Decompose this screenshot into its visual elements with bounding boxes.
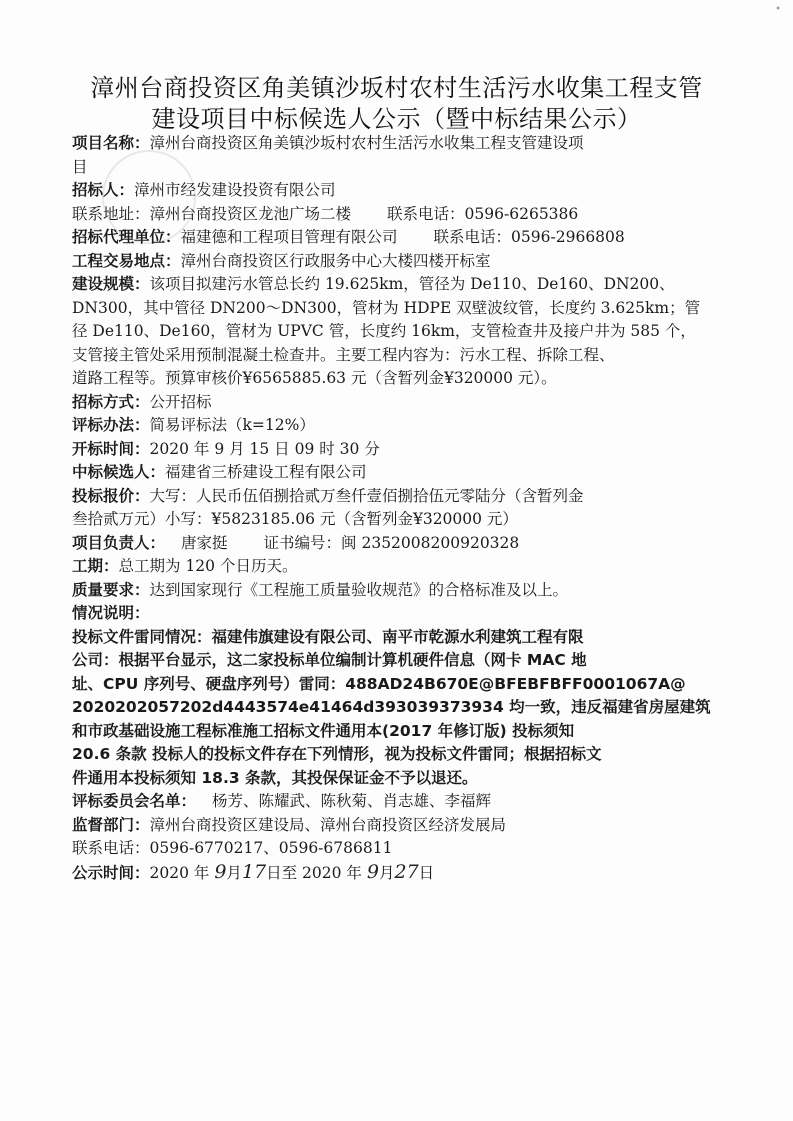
scale-row-5 (72, 367, 732, 391)
supervisor-value: 漳州台商投资区建设局、漳州台商投资区经济发展局 (149, 815, 507, 834)
project-name-row-2 (72, 156, 732, 180)
project-name-value-2: 目 (72, 157, 88, 176)
publicity-day-char: 日 (418, 863, 435, 882)
corner-mark: • (775, 4, 781, 15)
title-line-2: 建设项目中标候选人公示（暨中标结果公示） (151, 105, 642, 133)
supervisor-row (72, 814, 732, 838)
cert-label: 证书编号： (263, 533, 342, 552)
phone-value: 0596-6265386 (464, 204, 579, 223)
project-name-value: 漳州台商投资区角美镇沙坂村农村生活污水收集工程支管建设项 (149, 134, 584, 152)
notes-line-3: 址、CPU 序列号、硬盘序列号）雷同：488AD24B670E@BFEBFBFF0001067A@ (72, 674, 686, 693)
method-label: 招标方式： (72, 392, 150, 411)
publicity-start-month: 9 (214, 860, 227, 883)
duration-value: 总工期为 120 个日历天。 (118, 557, 298, 575)
venue-label: 工程交易地点： (72, 251, 181, 270)
scale-row-3 (72, 320, 732, 344)
notes-row-2 (72, 649, 732, 673)
supervisor-label: 监督部门： (72, 815, 150, 834)
candidate-row (72, 461, 732, 485)
notes-row-7 (72, 767, 732, 791)
quality-label: 质量要求： (72, 580, 150, 599)
manager-label: 项目负责人： (72, 533, 166, 552)
tenderer-label: 招标人： (72, 181, 135, 199)
evaluation-label: 评标办法： (72, 416, 150, 434)
bid-price-row-1 (72, 485, 732, 509)
evaluation-row (72, 414, 732, 438)
method-row (72, 391, 732, 415)
notes-row-5 (72, 720, 732, 744)
publicity-start-day: 17 (241, 860, 267, 883)
project-name-label: 项目名称： (72, 134, 150, 152)
bid-price-label: 投标报价： (72, 486, 150, 505)
duration-label: 工期： (72, 557, 119, 575)
supervisor-phone-row (72, 837, 732, 861)
scale-row-2 (72, 297, 732, 321)
scale-row-4 (72, 344, 732, 368)
notes-label-row (72, 602, 732, 626)
publicity-start-prefix: 2020 年 (149, 863, 210, 882)
notes-row-1 (72, 626, 732, 650)
candidate-label: 中标候选人： (72, 463, 166, 481)
notes-line-1: 投标文件雷同情况：福建伟旗建设有限公司、南平市乾源水利建筑工程有限 (72, 627, 584, 646)
notes-row-6 (72, 743, 732, 767)
opening-time-row (72, 438, 732, 462)
publicity-end-month: 9 (366, 860, 379, 883)
candidate-value: 福建省三桥建设工程有限公司 (165, 463, 367, 481)
supervisor-phone-value: 0596-6770217、0596-6786811 (149, 839, 393, 857)
scale-row-1 (72, 273, 732, 297)
agency-phone-value: 0596-2966808 (511, 228, 625, 246)
method-value: 公开招标 (149, 392, 212, 411)
scale-label: 建设规模： (72, 275, 150, 293)
publicity-row (72, 861, 732, 885)
scale-line-3: 径 De110、De160，管材为 UPVC 管，长度约 16km，支管检查井及接户井为 585 个， (72, 322, 696, 340)
address-label: 联系地址： (72, 204, 150, 223)
scale-line-2: DN300，其中管径 DN200～DN300，管材为 HDPE 双壁波纹管，长度约 3.625km；管 (72, 298, 701, 317)
publicity-middle: 日至 2020 年 (266, 863, 362, 882)
notes-row-3 (72, 673, 732, 697)
scale-line-5: 道路工程等。预算审核价¥6565885.63 元（含暂列金¥320000 元）。 (72, 369, 557, 387)
bid-price-line-2: 叁拾贰万元）小写：¥5823185.06 元（含暂列金¥320000 元） (72, 510, 518, 528)
opening-time-value: 2020 年 9 月 15 日 09 时 30 分 (149, 439, 380, 458)
scale-line-4: 支管接主管处采用预制混凝土检查井。主要工程内容为：污水工程、拆除工程、 (72, 345, 615, 364)
project-name-row (72, 132, 732, 156)
notes-row-4 (72, 696, 732, 720)
notes-label: 情况说明： (72, 604, 150, 622)
bid-price-row-2 (72, 508, 732, 532)
opening-time-label: 开标时间： (72, 439, 150, 458)
cert-value: 闽 2352008200920328 (341, 533, 520, 552)
committee-value: 杨芳、陈耀武、陈秋菊、肖志雄、李福辉 (212, 792, 492, 810)
venue-row (72, 250, 732, 274)
notes-line-2: 公司：根据平台显示，这二家投标单位编制计算机硬件信息（网卡 MAC 地 (72, 651, 587, 669)
agency-value: 福建德和工程项目管理有限公司 (180, 228, 398, 246)
quality-value: 达到国家现行《工程施工质量验收规范》的合格标准及以上。 (149, 580, 569, 599)
phone-label: 联系电话： (387, 204, 465, 223)
publicity-month-char: 月 (226, 863, 242, 882)
publicity-label: 公示时间： (72, 863, 150, 882)
bid-price-line-1: 大写：人民币伍佰捌拾贰万叁仟壹佰捌拾伍元零陆分（含暂列金 (149, 486, 584, 505)
title-line-1: 漳州台商投资区角美镇沙坂村农村生活污水收集工程支管 (90, 74, 703, 102)
tenderer-row (72, 179, 732, 203)
committee-label: 评标委员会名单： (72, 792, 197, 810)
tenderer-value: 漳州市经发建设投资有限公司 (134, 181, 336, 199)
manager-row (72, 532, 732, 556)
notes-line-6: 20.6 条款 投标人的投标文件存在下列情形，视为投标文件雷同；根据招标文 (72, 745, 602, 763)
venue-value: 漳州台商投资区行政服务中心大楼四楼开标室 (180, 251, 491, 270)
quality-row (72, 579, 732, 603)
committee-row (72, 790, 732, 814)
manager-name: 唐家挺 (181, 533, 228, 552)
duration-row (72, 555, 732, 579)
evaluation-value: 简易评标法（k=12%） (149, 416, 315, 434)
contact-row (72, 203, 732, 227)
notes-line-7: 件通用本投标须知 18.3 条款，其投保保证金不予以退还。 (72, 768, 478, 787)
agency-phone-label: 联系电话： (433, 228, 512, 246)
notes-line-4: 2020202057202d4443574e41464d393039373934 均一致，违反福建省房屋建筑 (72, 698, 711, 716)
publicity-month-char-2: 月 (378, 863, 395, 882)
publicity-end-day: 27 (394, 860, 419, 883)
agency-label: 招标代理单位： (72, 228, 181, 246)
notes-line-5: 和市政基础设施工程标准施工招标文件通用本(2017 年修订版) 投标须知 (72, 721, 575, 740)
address-value: 漳州台商投资区龙池广场二楼 (149, 204, 352, 223)
supervisor-phone-label: 联系电话： (72, 839, 150, 857)
document-body (72, 132, 732, 884)
agency-row (72, 226, 732, 250)
scale-line-1: 该项目拟建污水管总长约 19.625km，管径为 De110、De160、DN200、 (149, 275, 675, 293)
